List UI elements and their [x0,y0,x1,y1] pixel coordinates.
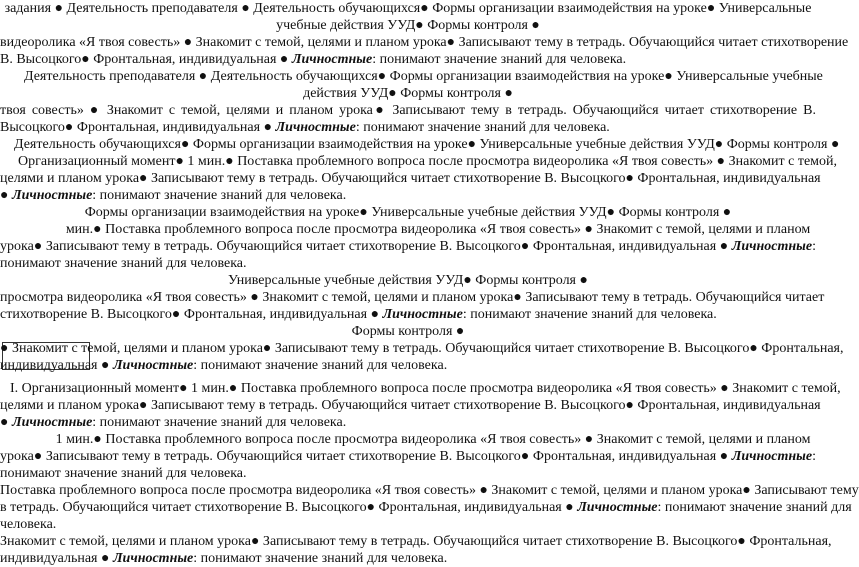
text-run: действия УУД● Формы контроля ● [303,86,513,101]
text-run: индивидуальная ● [0,551,113,566]
text-run: мин.● Поставка проблемного вопроса после просмотра видеоролика «Я твоя совесть» ● Знакомит с темой, целями и планом [65,222,811,237]
bold-term: Личностные [275,120,356,135]
text-run: целями и планом урока● Записывают тему в тетрадь. Обучающийся читает стихотворение В. Высоцкого● Фронтальная, индивидуальная [0,398,821,413]
text-run: стихотворение В. Высоцкого● Фронтальная, индивидуальная ● [0,307,383,322]
text-run: : [812,239,816,254]
text-run: твоя совесть» ● Знакомит с темой, целями и планом урока● Записывают тему в тетрадь. Обучающийся читает стихотворение В. [0,103,816,118]
text-run: Деятельность преподавателя ● Деятельность обучающихся● Формы организации взаимодействия на уроке● Универсальные учебные [24,69,823,84]
text-line [0,68,823,85]
bold-term: Личностные [731,239,813,254]
text-line [0,272,816,289]
text-line [0,85,816,102]
bold-term: Личностные [382,307,463,322]
text-line [0,380,841,397]
text-line [0,323,816,340]
text-run: Универсальные учебные действия УУД● Формы контроля ● [228,273,588,288]
text-line [0,238,816,255]
text-line [0,289,825,306]
text-run: В. Высоцкого● Фронтальная, индивидуальная ● [0,52,292,67]
text-line [0,204,816,221]
text-run: : понимают значение знаний для [657,500,852,515]
bold-term: Личностные [731,449,813,464]
text-line [0,448,816,465]
text-run: просмотра видеоролика «Я твоя совесть» ● Знакомит с темой, целями и планом урока● Записывают тему в тетрадь. Обучающийся читает [0,290,825,305]
text-line [0,550,816,567]
text-line [0,221,816,238]
text-line [0,414,816,431]
text-run: понимают значение знаний для человека. [0,256,247,271]
text-line [0,465,816,482]
text-run: Поставка проблемного вопроса после просмотра видеоролика «Я твоя совесть» ● Знакомит с темой, целями и планом урока● Записывают тему [0,483,859,498]
bold-term: Личностные [577,500,658,515]
text-run: ● [0,188,12,203]
text-line [0,34,849,51]
text-line [0,306,816,323]
text-run: Деятельность обучающихся● Формы организации взаимодействия на уроке● Универсальные учебные действия УУД● Формы контроля ● [14,137,840,152]
text-run: : понимают значение знаний для человека. [193,551,448,566]
text-line [0,17,816,34]
text-line [0,102,816,119]
bold-term: Личностные [291,52,373,67]
text-run: ● Знакомит с темой, целями и планом урока● Записывают тему в тетрадь. Обучающийся читает стихотворение В. Высоцкого● Фронтальная, [0,341,844,356]
text-line [0,170,821,187]
text-run: I. Организационный момент● 1 мин.● Поставка проблемного вопроса после просмотра видеоролика «Я твоя совесть» ● Знакомит с темой, [10,381,841,396]
text-run: целями и планом урока● Записывают тему в тетрадь. Обучающийся читает стихотворение В. Высоцкого● Фронтальная, индивидуальная [0,171,821,186]
text-run: : понимают значение знаний для человека. [372,52,627,67]
bold-term: Личностные [11,188,93,203]
text-run: : [812,449,816,464]
bold-term: Личностные [11,415,93,430]
bold-term: Личностные [112,358,194,373]
text-run: человека. [0,517,57,532]
text-line [0,119,816,136]
text-line [0,51,816,68]
text-run: Организационный момент● 1 мин.● Поставка проблемного вопроса после просмотра видеоролика «Я твоя совесть» ● Знакомит с темой, [18,154,838,169]
text-line [0,340,844,357]
text-line [0,516,816,533]
text-line [0,533,832,550]
text-run: Формы организации взаимодействия на уроке● Универсальные учебные действия УУД● Формы контроля ● [84,205,732,220]
text-run: задания ● Деятельность преподавателя ● Деятельность обучающихся● Формы организации взаимодействия на уроке● Универсальные [4,1,812,16]
text-run: индивидуальная ● [0,358,113,373]
text-line [0,187,816,204]
text-run: : понимают значение знаний для человека. [92,188,347,203]
text-line [0,499,852,516]
bold-term: Личностные [112,551,194,566]
text-run: Высоцкого● Фронтальная, индивидуальная ● [0,120,276,135]
text-run: видеоролика «Я твоя совесть» ● Знакомит с темой, целями и планом урока● Записывают тему в тетрадь. Обучающийся читает стихотворение [0,35,849,50]
text-run: в тетрадь. Обучающийся читает стихотворение В. Высоцкого● Фронтальная, индивидуальная ● [0,500,578,515]
text-run: урока● Записывают тему в тетрадь. Обучающийся читает стихотворение В. Высоцкого● Фронтальная, индивидуальная ● [0,449,732,464]
text-line [0,0,816,17]
text-line [0,397,821,414]
text-line [0,255,816,272]
text-run: понимают значение знаний для человека. [0,466,247,481]
text-run: учебные действия УУД● Формы контроля ● [276,18,540,33]
text-run: : понимают значение знаний для человека. [462,307,717,322]
text-run: : понимают значение знаний для человека. [193,358,448,373]
text-line [0,136,840,153]
text-line [0,431,816,448]
text-line [0,153,838,170]
text-run: урока● Записывают тему в тетрадь. Обучающийся читает стихотворение В. Высоцкого● Фронтальная, индивидуальная ● [0,239,732,254]
text-line [0,482,859,499]
text-run: Формы контроля ● [351,324,465,339]
text-run: Знакомит с темой, целями и планом урока● Записывают тему в тетрадь. Обучающийся читает стихотворение В. Высоцкого● Фронтальная, [0,534,832,549]
text-run: 1 мин.● Поставка проблемного вопроса после просмотра видеоролика «Я твоя совесть» ● Знакомит с темой, целями и планом [55,432,811,447]
text-line [0,357,816,374]
text-run: : понимают значение знаний для человека. [355,120,610,135]
text-run: : понимают значение знаний для человека. [92,415,347,430]
text-run: ● [0,415,12,430]
